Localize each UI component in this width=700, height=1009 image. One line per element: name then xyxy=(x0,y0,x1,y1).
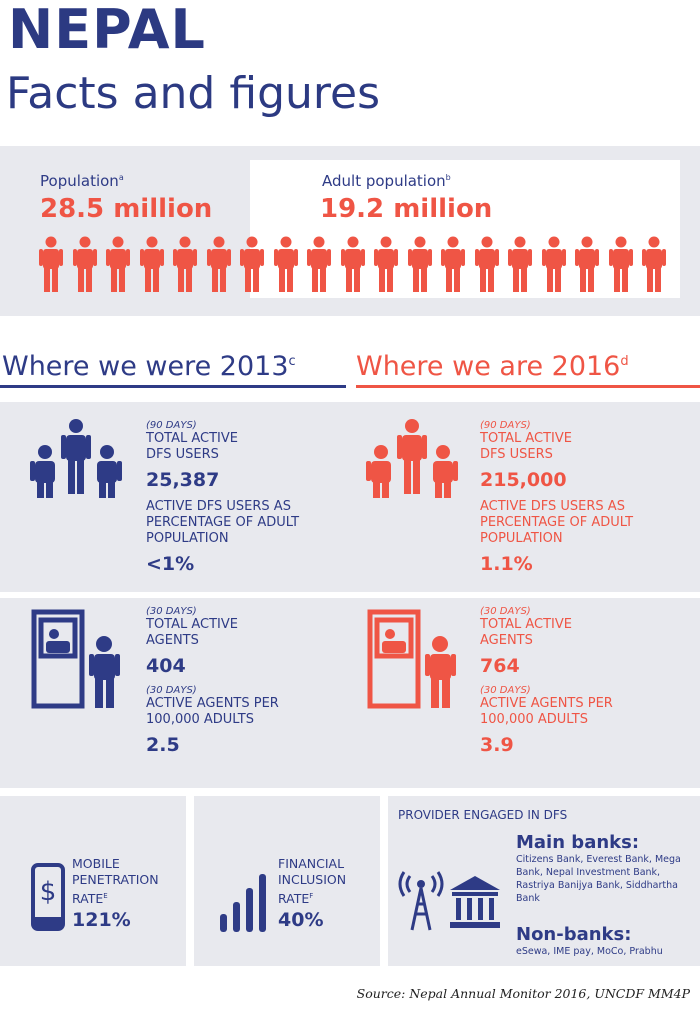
agents-2013-per-label: ACTIVE AGENTS PER 100,000 ADULTS xyxy=(146,696,279,727)
agent-kiosk-icon xyxy=(28,608,128,712)
source-note: Source: Nepal Annual Monitor 2016, UNCDF MM4P xyxy=(356,986,690,1001)
non-banks-block xyxy=(516,924,696,958)
providers-title: PROVIDER ENGAGED IN DFS xyxy=(398,808,568,822)
bank-building-icon xyxy=(448,874,502,930)
svg-text:$: $ xyxy=(39,877,57,907)
person-icon xyxy=(474,236,500,294)
inclusion-label: FINANCIAL INCLUSION $RATE^F$ xyxy=(278,856,347,907)
users-2013-pct-value: <1% xyxy=(146,553,195,575)
agents-2013-block xyxy=(146,606,346,756)
person-icon xyxy=(340,236,366,294)
users-2013-label: TOTAL ACTIVE DFS USERS xyxy=(146,431,238,462)
person-icon xyxy=(306,236,332,294)
person-icon xyxy=(273,236,299,294)
heading-2016: Where we are 2016$^d$ xyxy=(356,351,629,382)
users-2016-block xyxy=(480,420,680,575)
person-icon xyxy=(38,236,64,294)
antenna-tower-icon xyxy=(398,870,444,932)
person-icon xyxy=(407,236,433,294)
heading-2013-rule xyxy=(0,385,346,388)
users-2016-pct-value: 1.1% xyxy=(480,553,533,575)
agents-2016-period: (30 DAYS) xyxy=(480,606,531,617)
main-banks-list: Citizens Bank, Everest Bank, Mega Bank, Nepal Investment Bank, Rastriya Banijya Bank, Siddhartha Bank xyxy=(516,854,681,904)
users-group-icon-2016 xyxy=(364,418,464,500)
person-icon xyxy=(239,236,265,294)
inclusion-block xyxy=(278,856,378,931)
users-2013-value: 25,387 xyxy=(146,469,220,491)
person-icon xyxy=(440,236,466,294)
non-banks-list: eSewa, IME pay, MoCo, Prabhu xyxy=(516,946,663,957)
users-2016-label: TOTAL ACTIVE DFS USERS xyxy=(480,431,572,462)
agents-2013-period2: (30 DAYS) xyxy=(146,685,197,696)
main-banks-block xyxy=(516,832,696,905)
agents-2016-value: 764 xyxy=(480,655,520,677)
person-icon xyxy=(139,236,165,294)
mobile-phone-icon xyxy=(30,862,66,932)
users-2013-period: (90 DAYS) xyxy=(146,420,197,431)
adult-population-label: Adult population$^b$ xyxy=(322,172,451,190)
agents-2013-per-value: 2.5 xyxy=(146,734,180,756)
users-2016-value: 215,000 xyxy=(480,469,567,491)
main-banks-heading: Main banks: xyxy=(516,832,640,853)
person-icon xyxy=(641,236,667,294)
mobile-value: 121% xyxy=(72,909,131,932)
person-icon xyxy=(172,236,198,294)
users-2016-period: (90 DAYS) xyxy=(480,420,531,431)
agents-2013-period: (30 DAYS) xyxy=(146,606,197,617)
person-icon xyxy=(206,236,232,294)
agents-2013-value: 404 xyxy=(146,655,186,677)
agents-2016-block xyxy=(480,606,680,756)
person-icon xyxy=(608,236,634,294)
population-value: 28.5 million xyxy=(40,194,213,224)
person-icon xyxy=(507,236,533,294)
agents-2016-per-value: 3.9 xyxy=(480,734,514,756)
agents-2016-per-label: ACTIVE AGENTS PER 100,000 ADULTS xyxy=(480,696,613,727)
non-banks-heading: Non-banks: xyxy=(516,924,632,945)
person-icon xyxy=(541,236,567,294)
adult-population-value: 19.2 million xyxy=(320,194,493,224)
users-2013-block xyxy=(146,420,346,575)
agent-kiosk-icon-2016 xyxy=(364,608,464,712)
users-group-icon xyxy=(28,418,128,500)
page-title: NEPAL xyxy=(8,0,206,61)
signal-bars-icon xyxy=(218,870,272,934)
users-2016-pct-label: ACTIVE DFS USERS AS PERCENTAGE OF ADULT POPULATION xyxy=(480,499,634,546)
mobile-label: MOBILE PENETRATION $RATE^E$ xyxy=(72,856,159,907)
population-people-icons xyxy=(38,236,678,296)
heading-2016-rule xyxy=(356,385,700,388)
agents-2016-label: TOTAL ACTIVE AGENTS xyxy=(480,617,572,648)
users-2013-pct-label: ACTIVE DFS USERS AS PERCENTAGE OF ADULT POPULATION xyxy=(146,499,300,546)
person-icon xyxy=(72,236,98,294)
person-icon xyxy=(373,236,399,294)
inclusion-value: 40% xyxy=(278,909,324,932)
agents-2016-period2: (30 DAYS) xyxy=(480,685,531,696)
person-icon xyxy=(574,236,600,294)
agents-2013-label: TOTAL ACTIVE AGENTS xyxy=(146,617,238,648)
person-icon xyxy=(105,236,131,294)
mobile-block xyxy=(72,856,182,931)
heading-2013: Where we were 2013$^c$ xyxy=(2,351,296,382)
page-subtitle: Facts and figures xyxy=(6,68,380,119)
population-label: Population$^a$ xyxy=(40,172,124,190)
